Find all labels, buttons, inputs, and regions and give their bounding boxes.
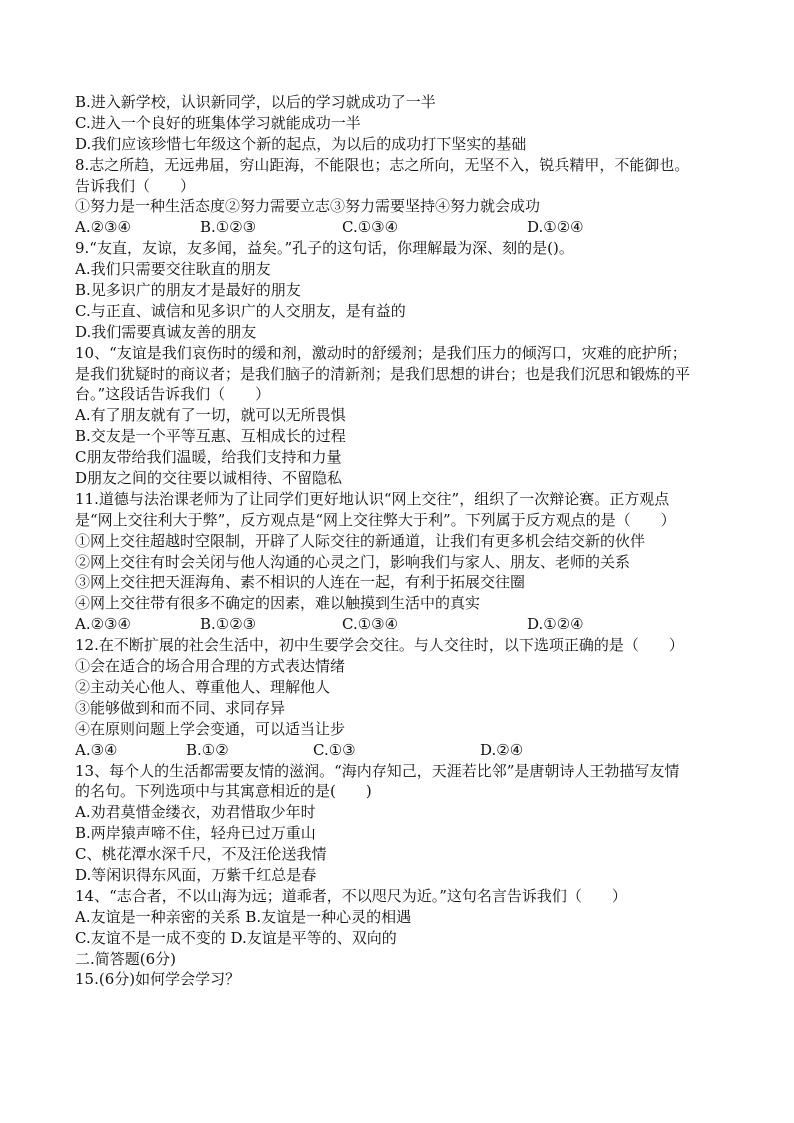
text-line: B.交友是一个平等互惠、互相成长的过程 [75, 427, 346, 446]
option-c: C.①③④ [342, 218, 399, 237]
question-13-stem: 13、每个人的生活都需要友情的滋润。“海内存知己，天涯若比邻”是唐朝诗人王勃描写友情 [75, 761, 680, 780]
question-14-stem: 14、“志合者，不以山海为远；道乖者，不以咫尺为近。”这句名言告诉我们（ ） [75, 886, 627, 905]
question-8-options [75, 217, 735, 238]
text-line: ③网上交往把天涯海角、素不相识的人连在一起，有利于拓展交往圈 [75, 573, 526, 592]
option-d: D.①②④ [527, 218, 584, 237]
exam-content [75, 92, 735, 990]
text-line: D.等闲识得东风面，万紫千红总是春 [75, 865, 317, 884]
option-a: A.②③④ [75, 218, 131, 237]
option-d: D.②④ [480, 740, 524, 759]
question-9-stem: 9.“友直，友谅，友多闻，益矣。”孔子的这句话，你理解最为深、刻的是()。 [75, 239, 574, 258]
text-line: D.我们应该珍惜七年级这个新的起点，为以后的成功打下坚实的基础 [75, 134, 527, 153]
question-15-stem: 15.(6分)如何学会学习？ [75, 970, 241, 989]
text-line: D.我们需要真诚友善的朋友 [75, 322, 257, 341]
text-line: ④在原则问题上学会变通，可以适当让步 [75, 719, 346, 738]
option-a: A.②③④ [75, 615, 131, 634]
option-c: C.①③④ [342, 615, 399, 634]
option-a: A.③④ [75, 740, 118, 759]
text-line: A.我们只需要交往耿直的朋友 [75, 260, 271, 279]
text-line: 告诉我们（ ） [75, 176, 196, 195]
text-line: ①网上交往超越时空限制，开辟了人际交往的新通道，让我们有更多机会结交新的伙伴 [75, 531, 646, 550]
text-line: C朋友带给我们温暖，给我们支持和力量 [75, 448, 342, 467]
question-12-options [75, 740, 735, 761]
option-d: D.①②④ [527, 615, 584, 634]
text-line: B.进入新学校，认识新同学，以后的学习就成功了一半 [75, 93, 436, 111]
text-line: A.友谊是一种亲密的关系 B.友谊是一种心灵的相遇 [75, 907, 412, 926]
text-line: A.有了朋友就有了一切，就可以无所畏惧 [75, 406, 346, 425]
question-8-stem: 8.志之所趋，无远弗届，穷山距海，不能限也；志之所向，无坚不入，锐兵精甲，不能御也。 [75, 155, 690, 174]
section-heading: 二.简答题(6分) [75, 949, 177, 968]
text-line: 的名句。下列选项中与其寓意相近的是( ) [75, 782, 372, 801]
option-b: B.①② [186, 740, 229, 759]
text-line: ④网上交往带有很多不确定的因素，难以触摸到生活中的真实 [75, 594, 481, 613]
question-12-stem: 12.在不断扩展的社会生活中，初中生要学会交往。与人交往时，以下选项正确的是（ ） [75, 636, 684, 655]
text-line: 台。”这段话告诉我们（ ） [75, 385, 271, 404]
text-line: C.进入一个良好的班集体学习就能成功一半 [75, 113, 361, 132]
text-line: C、桃花潭水深千尺，不及汪伦送我情 [75, 845, 327, 864]
text-line: ③能够做到和而不同、求同存异 [75, 698, 286, 717]
text-line: ①努力是一种生活态度②努力需要立志③努力需要坚持④努力就会成功 [75, 197, 541, 216]
option-c: C.①③ [313, 740, 356, 759]
question-11-stem: 11.道德与法治课老师为了让同学们更好地认识“网上交往”，组织了一次辩论赛。正方观点 [75, 489, 670, 508]
text-line: ②主动关心他人、尊重他人、理解他人 [75, 677, 331, 696]
text-line: A.劝君莫惜金缕衣，劝君惜取少年时 [75, 803, 316, 822]
option-b: B.①②③ [200, 615, 257, 634]
text-line: ①会在适合的场合用合理的方式表达情绪 [75, 657, 346, 676]
option-b: B.①②③ [200, 218, 257, 237]
text-line: C.与正直、诚信和见多识广的人交朋友，是有益的 [75, 301, 406, 320]
text-line: D朋友之间的交往要以诚相待、不留隐私 [75, 469, 343, 488]
text-line: C.友谊不是一成不变的 D.友谊是平等的、双向的 [75, 928, 397, 947]
text-line: 是“网上交往利大于弊”，反方观点是“网上交往弊大于利”。下列属于反方观点的是（ ） [75, 510, 676, 529]
text-line: B.两岸猿声啼不住，轻舟已过万重山 [75, 824, 316, 843]
text-line: B.见多识广的朋友才是最好的朋友 [75, 281, 301, 300]
question-11-options [75, 614, 735, 635]
question-10-stem: 10、“友谊是我们哀伤时的缓和剂，激动时的舒缓剂；是我们压力的倾泻口，灾难的庇护所； [75, 343, 687, 362]
text-line: 是我们犹疑时的商议者；是我们脑子的清新剂；是我们思想的讲台；也是我们沉思和锻炼的平 [75, 364, 691, 383]
text-line: ②网上交往有时会关闭与他人沟通的心灵之门，影响我们与家人、朋友、老师的关系 [75, 552, 631, 571]
